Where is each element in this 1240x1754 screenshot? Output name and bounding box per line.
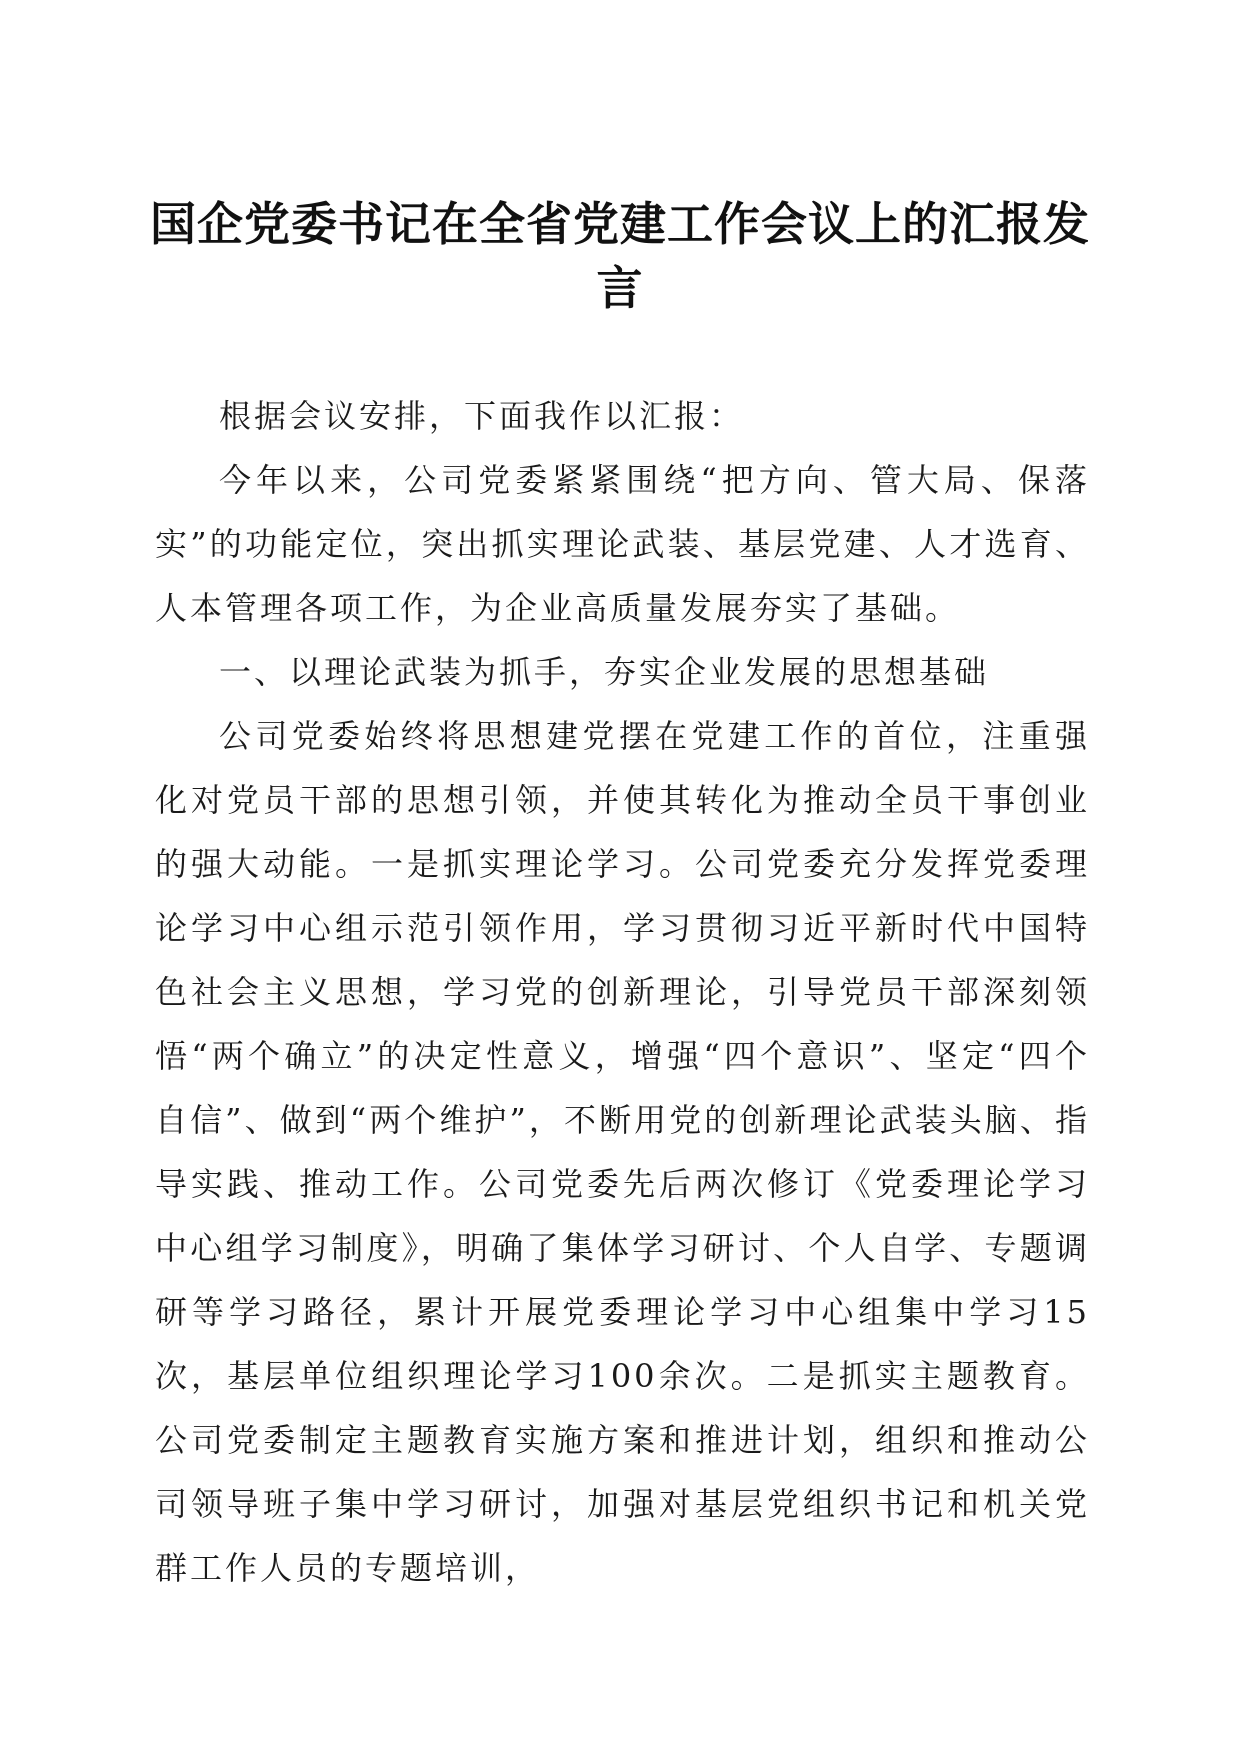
section-1-paragraph: 公司党委始终将思想建党摆在党建工作的首位，注重强化对党员干部的思想引领，并使其转化为推动全员干事创业的强大动能。一是抓实理论学习。公司党委充分发挥党委理论学习中心组示范引领作用，学习贯彻习近平新时代中国特色社会主义思想，学习党的创新理论，引导党员干部深刻领悟“两个确立”的决定性意义，增强“四个意识”、坚定“四个自信”、做到“两个维护”，不断用党的创新理论武装头脑、指导实践、推动工作。公司党委先后两次修订《党委理论学习中心组学习制度》，明确了集体学习研讨、个人自学、专题调研等学习路径，累计开展党委理论学习中心组集中学习15次，基层单位组织理论学习100余次。二是抓实主题教育。公司党委制定主题教育实施方案和推进计划，组织和推动公司领导班子集中学习研讨，加强对基层党组织书记和机关党群工作人员的专题培训， <box>155 717 1090 1587</box>
document-title: 国企党委书记在全省党建工作会议上的汇报发言 <box>150 197 1090 315</box>
summary-paragraph: 今年以来，公司党委紧紧围绕“把方向、管大局、保落实”的功能定位，突出抓实理论武装、基层党建、人才选育、人本管理各项工作，为企业高质量发展夯实了基础。 <box>155 461 1090 627</box>
intro-paragraph: 根据会议安排，下面我作以汇报： <box>219 397 745 435</box>
document-body <box>155 384 1090 1600</box>
section-heading-1: 一、以理论武装为抓手，夯实企业发展的思想基础 <box>219 653 990 691</box>
